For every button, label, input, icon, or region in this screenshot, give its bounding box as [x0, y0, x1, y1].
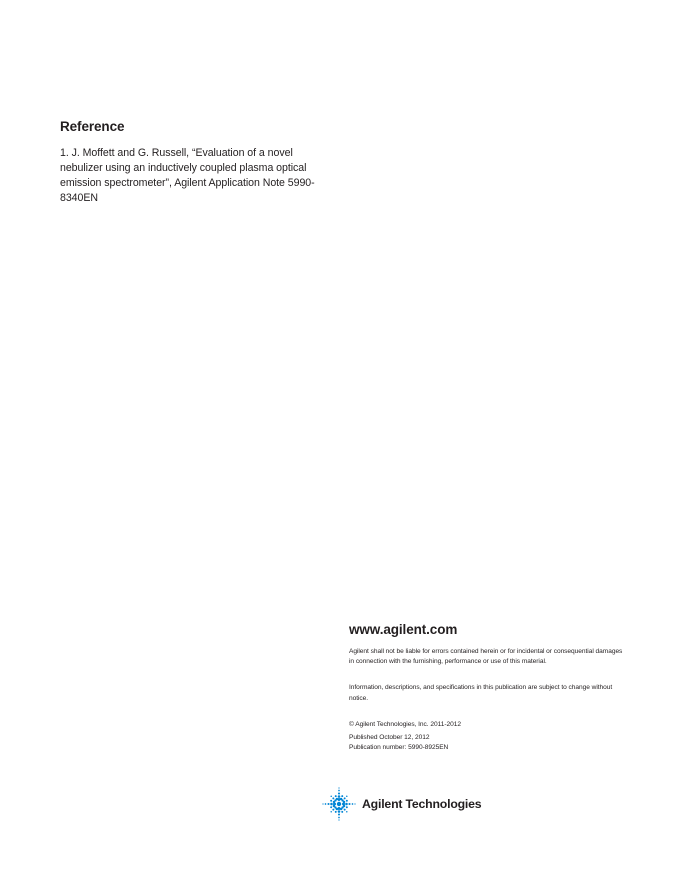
published-date: Published October 12, 2012	[349, 734, 430, 742]
copyright-text: © Agilent Technologies, Inc. 2011-2012	[349, 720, 461, 728]
disclaimer-text: Agilent shall not be liable for errors contained herein or for incidental or consequential damages in connection with the furnishing, performance or use of this material.	[349, 648, 623, 666]
reference-item: 1. J. Moffett and G. Russell, “Evaluation of a novel nebulizer using an inductively coupled plasma optical emission spectrometer”, Agilent Application Note 5990-8340EN	[60, 147, 315, 204]
website-link[interactable]: www.agilent.com	[349, 622, 458, 637]
agilent-spark-icon	[322, 787, 356, 821]
publication-number: Publication number: 5990-8925EN	[349, 744, 449, 752]
footer-section	[349, 622, 629, 753]
agilent-logo	[322, 787, 481, 821]
change-notice-text: Information, descriptions, and specifications in this publication are subject to change without notice.	[349, 684, 613, 702]
reference-section	[60, 119, 335, 206]
logo-text: Agilent Technologies	[362, 797, 482, 811]
reference-heading: Reference	[60, 119, 125, 134]
